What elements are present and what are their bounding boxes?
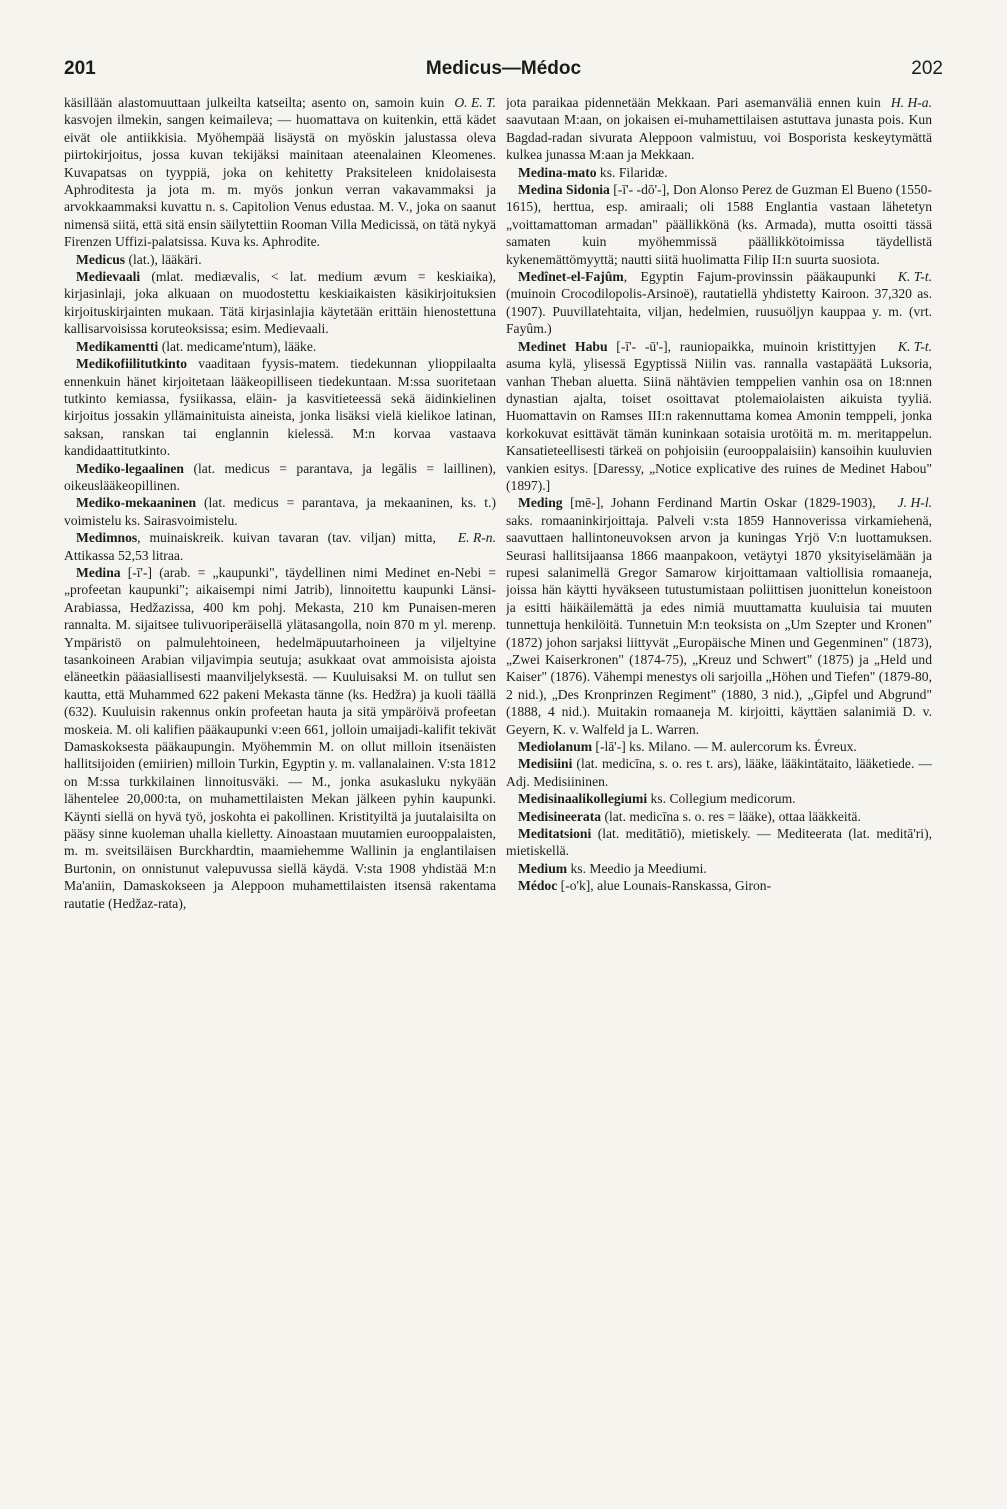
page-header bbox=[60, 58, 947, 88]
running-title: Medicus—Médoc bbox=[425, 58, 582, 79]
entry-text: (mlat. mediævalis, < lat. medium ævum = keskiaika), kirjasinlaji, joka alkuaan on muodostettu keskiaikaisten käsikirjoituksien kirjoituskirjainten mukaan. Tätä kirjasinlajia käytetään erittäin hienostettuna kallisarvoisissa koruteoksissa; esim. Medievaali. bbox=[64, 269, 496, 337]
entry-headword: Medikofiilitutkinto bbox=[76, 356, 188, 372]
entry-text: [-o'k], alue Lounais-Ranskassa, Giron- bbox=[557, 878, 772, 894]
entry-text: ks. Meedio ja Meediumi. bbox=[567, 860, 707, 876]
entry-text: jota paraikaa pidennetään Mekkaan. Pari asemanväliä ennen kuin saavutaan M:aan, on jokaisen ei-muhamettilaisen astuttava junasta pois. Kun Bagdad-radan sivurata Aleppoon valmistuu, voi Bosporista keskeytymättä kulkea junassa M:aan ja Mekkaan. bbox=[506, 95, 932, 163]
entry-author: K. T-t. bbox=[897, 269, 932, 285]
entry bbox=[506, 808, 932, 825]
entry bbox=[506, 860, 932, 877]
entry-headword: Meding bbox=[518, 495, 563, 511]
entry bbox=[506, 755, 932, 790]
page-number-right: 202 bbox=[911, 58, 943, 79]
entry-text: vaaditaan fyysis-matem. tiedekunnan ylioppilaalta ennenkuin hänet kirjoitetaan lääkeopilliseen tiedekuntaan. M:ssa suoritetaan tutkinto kemiassa, fysiikassa, eläin- ja kasvitieteessä sekä äidinkielinen kirjoitus jossakin yllämainituista aineista, jonka lisäksi vielä kielikoe latinan, saksan, ranskan tai englannin kielessä. M:n korvaa vastaava kandidaattitutkinto. bbox=[64, 356, 496, 459]
entry-headword: Medina Sidonia bbox=[518, 182, 610, 198]
entry bbox=[506, 790, 932, 807]
entry-text: [-ī'-] (arab. = „kaupunki", täydellinen nimi Medinet en-Nebi = „profeetan kaupunki"; aikaisempi nimi Jatrib), linnoitettu kaupunki Länsi-Arabiassa, Hedžazissa, 400 km pohj. Mekasta, 210 km Punaisen-meren rannalta. M. sijaitsee tulivuoriperäisellä ylätasangolla, noin 870 m yl. merenp. Ympäristö on palmulehtoineen, hedelmäpuutarhoineen ja viljeltyine tasankoineen Arabian viljavimpia seutuja; asukkaat ovat ammoisista ajoista eläneetkin pääasiallisesti maanviljelyksestä. — Kuuluisaksi M. on tullut sen kautta, että Muhammed 622 pakeni Mekasta tänne (ks. Hedžra) ja kuoli täällä (632). Kuuluisin rakennus onkin profeetan hauta ja sitä ympäröivä profeetan moskeia. M. oli kalifien pääkaupunki v:een 661, jolloin umaijadi-kalifit tekivät Damaskoksesta pääkaupungin. Myöhemmin M. on ollut milloin itsenäisten hallitsijoiden (emiirien) milloin Turkin, Egyptin y. m. vallanalainen. V:sta 1812 on M:ssa turkkilainen linnoitusväki. — M., jonka asukasluku nykyään lähentelee 20,000:ta, on muhamettilaisten Mekan jälkeen pyhin kaupunki. Käynti siellä on hyvä työ, joskohta ei pakollinen. Kristityiltä ja juutalaisilta on pääsy sinne kuoleman uhalla kielletty. Ainoastaan muutamien eurooppalaisten, m. m. sveitsiläisen Burckhardtin, maamiehemme Wallinin ja englantilaisen Burtonin, on onnistunut valepuvussa siellä käydä. V:sta 1908 yhdistää M:n Ma'aniin, Damaskokseen ja Aleppoon muhamettilaisten itsensä rakentama rautatie (Hedžaz-rata), bbox=[64, 564, 496, 911]
entry-text: käsillään alastomuuttaan julkeilta katseilta; asento on, samoin kuin kasvojen ilmekin, sangen keimaileva; — huomattava on kuitenkin, että kädet eivät ole antiikkisia. Myöhempää lisäystä on myöskin jalustassa oleva piirtokirjoitus, jossa kuvan tekijäksi mainitaan ateenalainen Kleomenes. Kuvapatsas on tyyppiä, joka on kehitetty Praksiteleen knidolaisesta Aphroditesta ja jota m. m. myös jonkun verran vakavammaksi ja arvokkaammaksi kuvattu n. s. Capitolion Venus edustaa. M. V., joka on saanut nimensä siitä, että sitä ensin säilytettiin Rooman Villa Medicissä, on tätä nykyä Firenzen Uffizi-palatsissa. Kuva ks. Aphrodite. bbox=[64, 95, 496, 250]
entry bbox=[506, 268, 932, 338]
entry-author: E. R-n. bbox=[457, 530, 496, 546]
entry-text: (lat. medicame'ntum), lääke. bbox=[158, 338, 317, 354]
page-number-left: 201 bbox=[64, 58, 96, 79]
entry-headword: Medisinaalikollegiumi bbox=[518, 791, 648, 807]
entry-author: K. T-t. bbox=[897, 338, 932, 354]
entry bbox=[506, 738, 932, 755]
entry bbox=[64, 355, 496, 459]
entry-headword: Medinet Habu bbox=[518, 338, 608, 354]
entry bbox=[64, 268, 496, 338]
entry-text: (lat. meditātiō), mietiskely. — Mediteerata (lat. meditā'ri), mietiskellä. bbox=[506, 826, 932, 859]
entry bbox=[506, 877, 932, 894]
entry bbox=[506, 494, 932, 738]
left-column bbox=[64, 94, 496, 1501]
entry bbox=[64, 529, 496, 564]
entry-text: [-ī'- -ū'-], rauniopaikka, muinoin kristittyjen asuma kylä, ylisessä Egyptissä Niilin vas. rannalla vastapäätä Luksoria, vanhan Theban aluetta. Siinä nähtävien temppelien vanhin osa on 18:nnen dynastian ajalta, toiset osoittavat ptolemaiolaisten aikuista tyyliä. Huomattavin on Ramses III:n rakennuttama komea Amonin temppeli, jonka korkokuvat esittävät tämän kuninkaan sotaisia urotöitä m. m. meritappelun. Kansatieteellisesti tärkeä on pohjoisiin (eurooppalaisiin) kansoihin kuuluvien vankien esitys. [Daressy, „Notice explicative des ruines de Medinet Habou" (1897).] bbox=[506, 338, 932, 493]
entry-text: (lat. medicus = parantava, ja legālis = laillinen), oikeuslääkeopillinen. bbox=[64, 460, 496, 493]
entry-headword: Médoc bbox=[518, 878, 558, 894]
entry bbox=[64, 494, 496, 529]
entry bbox=[64, 94, 496, 251]
entry-headword: Medisineerata bbox=[518, 808, 602, 824]
entry-headword: Medium bbox=[518, 860, 568, 876]
entry bbox=[64, 460, 496, 495]
entry-headword: Medina bbox=[76, 564, 121, 580]
entry-text: (lat.), lääkäri. bbox=[125, 251, 202, 267]
entry-text: ks. Filaridæ. bbox=[596, 164, 668, 180]
entry-headword: Medisiini bbox=[518, 756, 573, 772]
entry-text: (lat. medicīna, s. o. res t. ars), lääke, lääkintätaito, lääketiede. — Adj. Medisiininen. bbox=[506, 756, 932, 789]
entry-text: ks. Collegium medicorum. bbox=[647, 791, 796, 807]
right-column bbox=[506, 94, 932, 1501]
entry-text: , Egyptin Fajum-provinssin pääkaupunki (muinoin Crocodilopolis-Arsinoë), rautatiellä yhdistetty Kairoon. 37,320 as. (1907). Puuvillatehtaita, viljan, hedelmien, ruusuöljyn kauppaa y. m. (vrt. Fayûm.) bbox=[506, 269, 932, 337]
entry bbox=[64, 251, 496, 268]
entry-text: (lat. medicus = parantava, ja mekaaninen, ks. t.) voimistelu ks. Sairasvoimistelu. bbox=[64, 495, 496, 528]
entry-headword: Medina-mato bbox=[518, 164, 597, 180]
entry-headword: Medievaali bbox=[76, 269, 141, 285]
entry bbox=[506, 181, 932, 268]
entry bbox=[64, 338, 496, 355]
entry bbox=[506, 164, 932, 181]
entry bbox=[64, 564, 496, 912]
entry-headword: Meditatsioni bbox=[518, 826, 592, 842]
entry bbox=[506, 825, 932, 860]
entry-headword: Medikamentti bbox=[76, 338, 159, 354]
entry-headword: Medicus bbox=[76, 251, 126, 267]
entry bbox=[506, 94, 932, 164]
entry-text: , muinaiskreik. kuivan tavaran (tav. viljan) mitta, Attikassa 52,53 litraa. bbox=[64, 530, 436, 563]
entry-text: (lat. medicīna s. o. res = lääke), ottaa lääkkeitä. bbox=[601, 808, 861, 824]
entry-headword: Medimnos bbox=[76, 530, 138, 546]
entry-headword: Medînet-el-Fajûm bbox=[518, 269, 624, 285]
entry-headword: Mediko-mekaaninen bbox=[76, 495, 197, 511]
entry-text: [-lā'-] ks. Milano. — M. aulercorum ks. Évreux. bbox=[592, 739, 857, 755]
entry-author: J. H-l. bbox=[897, 495, 932, 511]
entry-text: [-ī'- -dō'-], Don Alonso Perez de Guzman El Bueno (1550-1615), herttua, esp. amiraali; oli 1588 Englantia vastaan lähetetyn „voittamattoman armadan" päällikkönä (ks. Armada), mutta osoitti tässä samaten kuin myöhemmissä päällikkötoimissa täydellistä kykenemättömyyttä; nautti siitä huolimatta Filip II:n suurta suosiota. bbox=[506, 182, 932, 267]
entry bbox=[506, 338, 932, 495]
entry-headword: Mediolanum bbox=[518, 739, 593, 755]
entry-text: [mē-], Johann Ferdinand Martin Oskar (1829-1903), saks. romaaninkirjoittaja. Palveli v:sta 1859 Hannoverissa virkamiehenä, saavuttaen hallintoneuvoksen arvon ja kuningas Yrjö V:n luottamuksen. Seurasi hallitsijaansa 1866 maanpakoon, vetäytyi 1870 yksityiselämään ja rupesi salanimellä Gregor Samarow kirjoittamaan valtiollisia romaaneja, joissa hän käytti hyväkseen tutustumistaan poliittisen juonittelun koneistoon ja esitti häikäilemättä ja edes nimiä muuttamatta kuuluisia tai muuten tunnettuja henkilöitä. Tunnetuin M:n teoksista on „Um Szepter und Kronen" (1872) johon sarjaksi liittyvät „Europäische Minen und Gegenminen" (1873), „Zwei Kaiserkronen" (1874-75), „Kreuz und Schwert" (1875) ja „Held und Kaiser" (1876). Vähempi menestys oli sarjoilla „Höhen und Tiefen" (1879-80, 2 nid.), „Des Kronprinzen Regiment" (1880, 3 nid.), „Gipfel und Abgrund" (1888, 4 nid.). Muitakin romaaneja M. kirjoitti, käyttäen salanimiä D. v. Geyern, K. v. Walfeld ja L. Warren. bbox=[506, 495, 932, 737]
entry-author: O. E. T. bbox=[454, 95, 496, 110]
entry-author: H. H-a. bbox=[890, 95, 932, 110]
entry-headword: Mediko-legaalinen bbox=[76, 460, 184, 476]
